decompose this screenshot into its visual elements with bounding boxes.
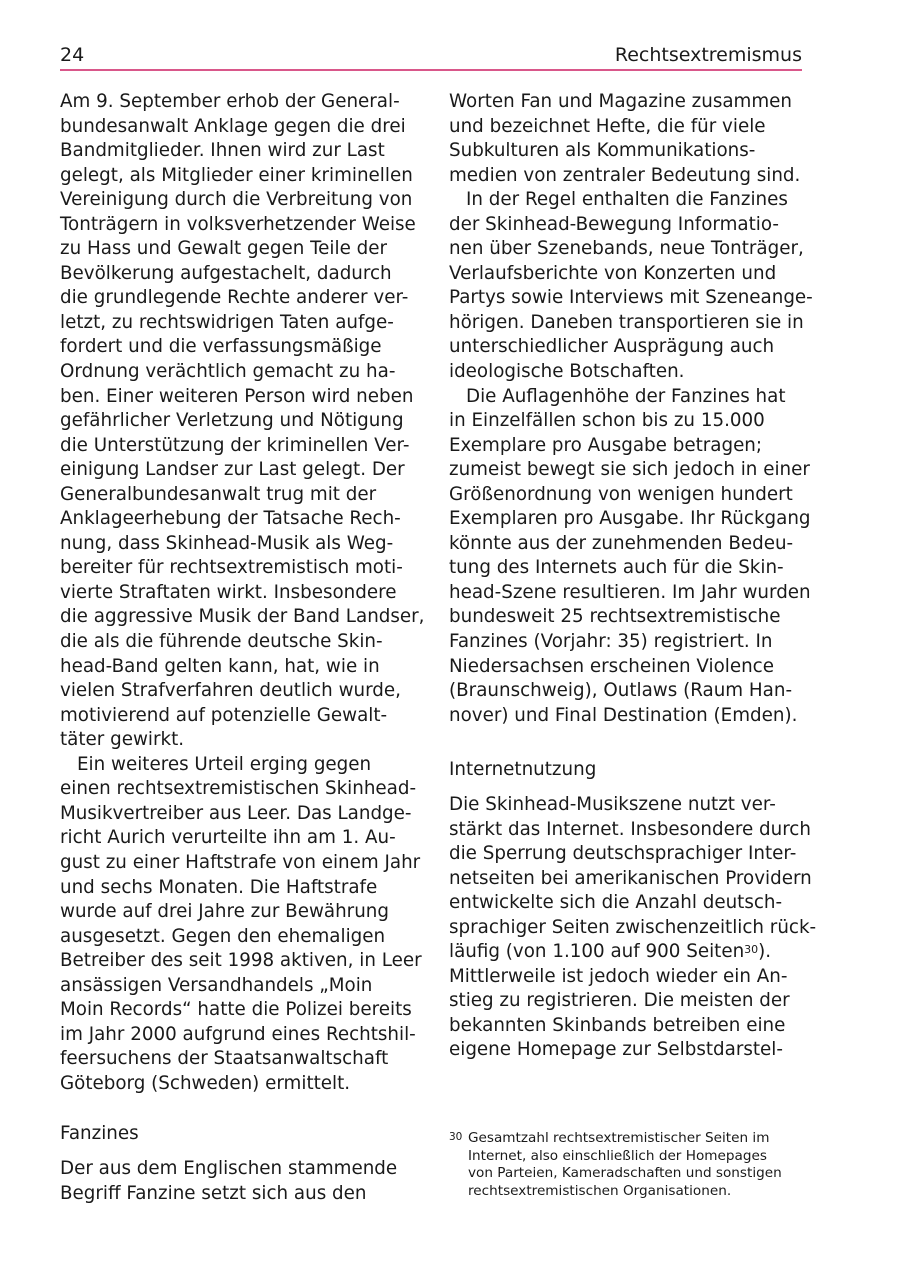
text-line: head-Szene resultieren. Im Jahr wurden (449, 581, 811, 603)
footnote-line: rechtsextremistischen Organisationen. (468, 1182, 732, 1199)
text-line: täter gewirkt. (60, 729, 185, 751)
text-line: (Braunschweig), Outlaws (Raum Han- (449, 680, 793, 702)
text-line: wurde auf drei Jahre zur Bewährung (60, 901, 389, 923)
text-line: Bandmitglieder. Ihnen wird zur Last (60, 140, 385, 162)
text-line: Exemplare pro Ausgabe betragen; (449, 434, 763, 456)
text-line: Mittlerweile ist jedoch wieder ein An- (449, 965, 788, 987)
text-line: Generalbundesanwalt trug mit der (60, 483, 377, 505)
right-column (449, 90, 813, 728)
text-line: und sechs Monaten. Die Haftstrafe (60, 876, 378, 898)
text-line: Bevölkerung aufgestachelt, dadurch (60, 262, 392, 284)
text-line: zumeist bewegt sie sich jedoch in einer (449, 459, 810, 481)
text-line: feersuchens der Staatsanwaltschaft (60, 1048, 389, 1070)
right-paragraph-3 (449, 385, 811, 729)
text-line: Ein weiteres Urteil erging gegen (77, 753, 372, 775)
text-line: ausgesetzt. Gegen den ehemaligen (60, 925, 386, 947)
left-paragraph-2 (60, 753, 422, 1097)
text-line: tung des Internets auch für die Skin- (449, 557, 784, 579)
text-line: Worten Fan und Magazine zusammen (449, 91, 793, 112)
text-line: stärkt das Internet. Insbesondere durch (449, 818, 811, 840)
text-line: Partys sowie Interviews mit Szeneange- (449, 287, 813, 309)
text-line: könnte aus der zunehmenden Bedeu- (449, 532, 794, 554)
text-line: bereiter für rechtsextremistisch moti- (60, 557, 403, 579)
text-line: entwickelte sich die Anzahl deutsch- (449, 892, 783, 914)
text-line: bundesanwalt Anklage gegen die drei (60, 115, 406, 137)
ref-line-tail: ). (758, 941, 772, 963)
text-line: die als die führende deutsche Skin- (60, 631, 383, 653)
text-line: eigene Homepage zur Selbstdarstel- (449, 1039, 783, 1061)
running-title: Rechtsextremismus (614, 44, 802, 66)
text-line: vielen Strafverfahren deutlich wurde, (60, 680, 401, 702)
text-line: zu Hass und Gewalt gegen Teile der (60, 238, 388, 260)
text-line: die Sperrung deutschsprachiger Inter- (449, 843, 797, 865)
text-line: hörigen. Daneben transportieren sie in (449, 311, 804, 333)
text-line: Moin Records“ hatte die Polizei bereits (60, 999, 412, 1021)
right-column-internet (449, 793, 817, 1063)
text-line: medien von zentraler Bedeutung sind. (449, 164, 801, 186)
text-line: Subkulturen als Kommunikations- (449, 140, 756, 162)
text-line: nover) und Final Destination (Emden). (449, 704, 798, 726)
page-number: 24 (60, 44, 85, 66)
text-line: Musikvertreiber aus Leer. Das Landge- (60, 802, 412, 824)
right-paragraph-1 (449, 90, 805, 188)
text-line: die Unterstützung der kriminellen Ver- (60, 434, 410, 456)
text-line: In der Regel enthalten die Fanzines (466, 189, 788, 211)
text-line: netseiten bei amerikanischen Providern (449, 867, 812, 889)
ref-line (449, 940, 805, 965)
text-line: gelegt, als Mitglieder einer kriminellen (60, 164, 413, 186)
text-line: bundesweit 25 rechtsextremistische (449, 606, 781, 628)
text-line: Am 9. September erhob der General- (60, 91, 400, 112)
footnote-line: Internet, also einschließlich der Homepages (468, 1147, 767, 1164)
footnote-line: Gesamtzahl rechtsextremistischer Seiten im (468, 1130, 770, 1146)
text-line: nen über Szenebands, neue Tonträger, (449, 238, 804, 260)
heading-internetnutzung: Internetnutzung (449, 759, 597, 780)
text-line: Größenordnung von wenigen hundert (449, 483, 793, 505)
text-line: im Jahr 2000 aufgrund eines Rechtshil- (60, 1023, 416, 1045)
text-line: gust zu einer Haftstrafe von einem Jahr (60, 851, 421, 873)
text-line: der Skinhead-Bewegung Informatio- (449, 213, 779, 235)
text-line: Niedersachsen erscheinen Violence (449, 655, 774, 677)
text-line: motivierend auf potenzielle Gewalt- (60, 704, 388, 726)
text-line: ideologische Botschaften. (449, 361, 685, 383)
text-line: nung, dass Skinhead-Musik als Weg- (60, 532, 394, 554)
text-line: Die Skinhead-Musikszene nutzt ver- (449, 794, 776, 815)
footnote-text (449, 1130, 805, 1200)
right-paragraph-4a (449, 793, 817, 940)
header-rule (60, 69, 802, 71)
text-line: Verlaufsberichte von Konzerten und (449, 262, 777, 284)
text-line: gefährlicher Verletzung und Nötigung (60, 410, 404, 432)
left-column-bottom (60, 1157, 415, 1206)
text-line: bekannten Skinbands betreiben eine (449, 1014, 786, 1036)
text-line: head-Band gelten kann, hat, wie in (60, 655, 380, 677)
page-header (60, 44, 802, 70)
text-line: Betreiber des seit 1998 aktiven, in Leer (60, 950, 422, 972)
left-column (60, 90, 425, 1096)
text-line: letzt, zu rechtswidrigen Taten aufge- (60, 311, 394, 333)
footnote-line: von Parteien, Kameradschaften und sonstigen (468, 1165, 782, 1181)
text-line: ben. Einer weiteren Person wird neben (60, 385, 414, 407)
footnote (449, 1130, 805, 1200)
text-line: die grundlegende Rechte anderer ver- (60, 287, 409, 309)
ref-line-text: läufig (von 1.100 auf 900 Seiten (449, 941, 745, 963)
text-line: vierte Straftaten wirkt. Insbesondere (60, 581, 397, 603)
text-line: Der aus dem Englischen stammende (60, 1158, 398, 1179)
text-line: stieg zu registrieren. Die meisten der (449, 990, 790, 1012)
right-paragraph-2 (449, 188, 813, 384)
text-line: die aggressive Musik der Band Landser, (60, 606, 425, 628)
text-line: richt Aurich verurteilte ihn am 1. Au- (60, 827, 396, 849)
text-line: einigung Landser zur Last gelegt. Der (60, 459, 405, 481)
text-line: fordert und die verfassungsmäßige (60, 336, 382, 358)
text-line: sprachiger Seiten zwischenzeitlich rück- (449, 916, 817, 938)
text-line: in Einzelfällen schon bis zu 15.000 (449, 410, 765, 432)
text-line: Tonträgern in volksverhetzender Weise (60, 213, 416, 235)
right-paragraph-4b (449, 965, 805, 1063)
text-line: unterschiedlicher Ausprägung auch (449, 336, 775, 358)
left-paragraph-3 (60, 1157, 415, 1206)
footnote-number: 30 (449, 1131, 463, 1143)
text-line: Vereinigung durch die Verbreitung von (60, 189, 413, 211)
footnote-ref-30: 30 (744, 943, 759, 957)
text-line: Die Auflagenhöhe der Fanzines hat (466, 385, 786, 407)
text-line: Fanzines (Vorjahr: 35) registriert. In (449, 631, 773, 653)
text-line: Ordnung verächtlich gemacht zu ha- (60, 361, 396, 383)
text-line: Anklageerhebung der Tatsache Rech- (60, 508, 401, 530)
text-line: und bezeichnet Hefte, die für viele (449, 115, 766, 137)
text-line: Exemplaren pro Ausgabe. Ihr Rückgang (449, 508, 811, 530)
left-paragraph-1 (60, 90, 425, 753)
text-line: einen rechtsextremistischen Skinhead- (60, 778, 417, 800)
heading-fanzines: Fanzines (60, 1123, 139, 1144)
text-line: ansässigen Versandhandels „Moin (60, 974, 373, 996)
text-line: Göteborg (Schweden) ermittelt. (60, 1072, 351, 1094)
text-line: Begriff Fanzine setzt sich aus den (60, 1182, 367, 1204)
